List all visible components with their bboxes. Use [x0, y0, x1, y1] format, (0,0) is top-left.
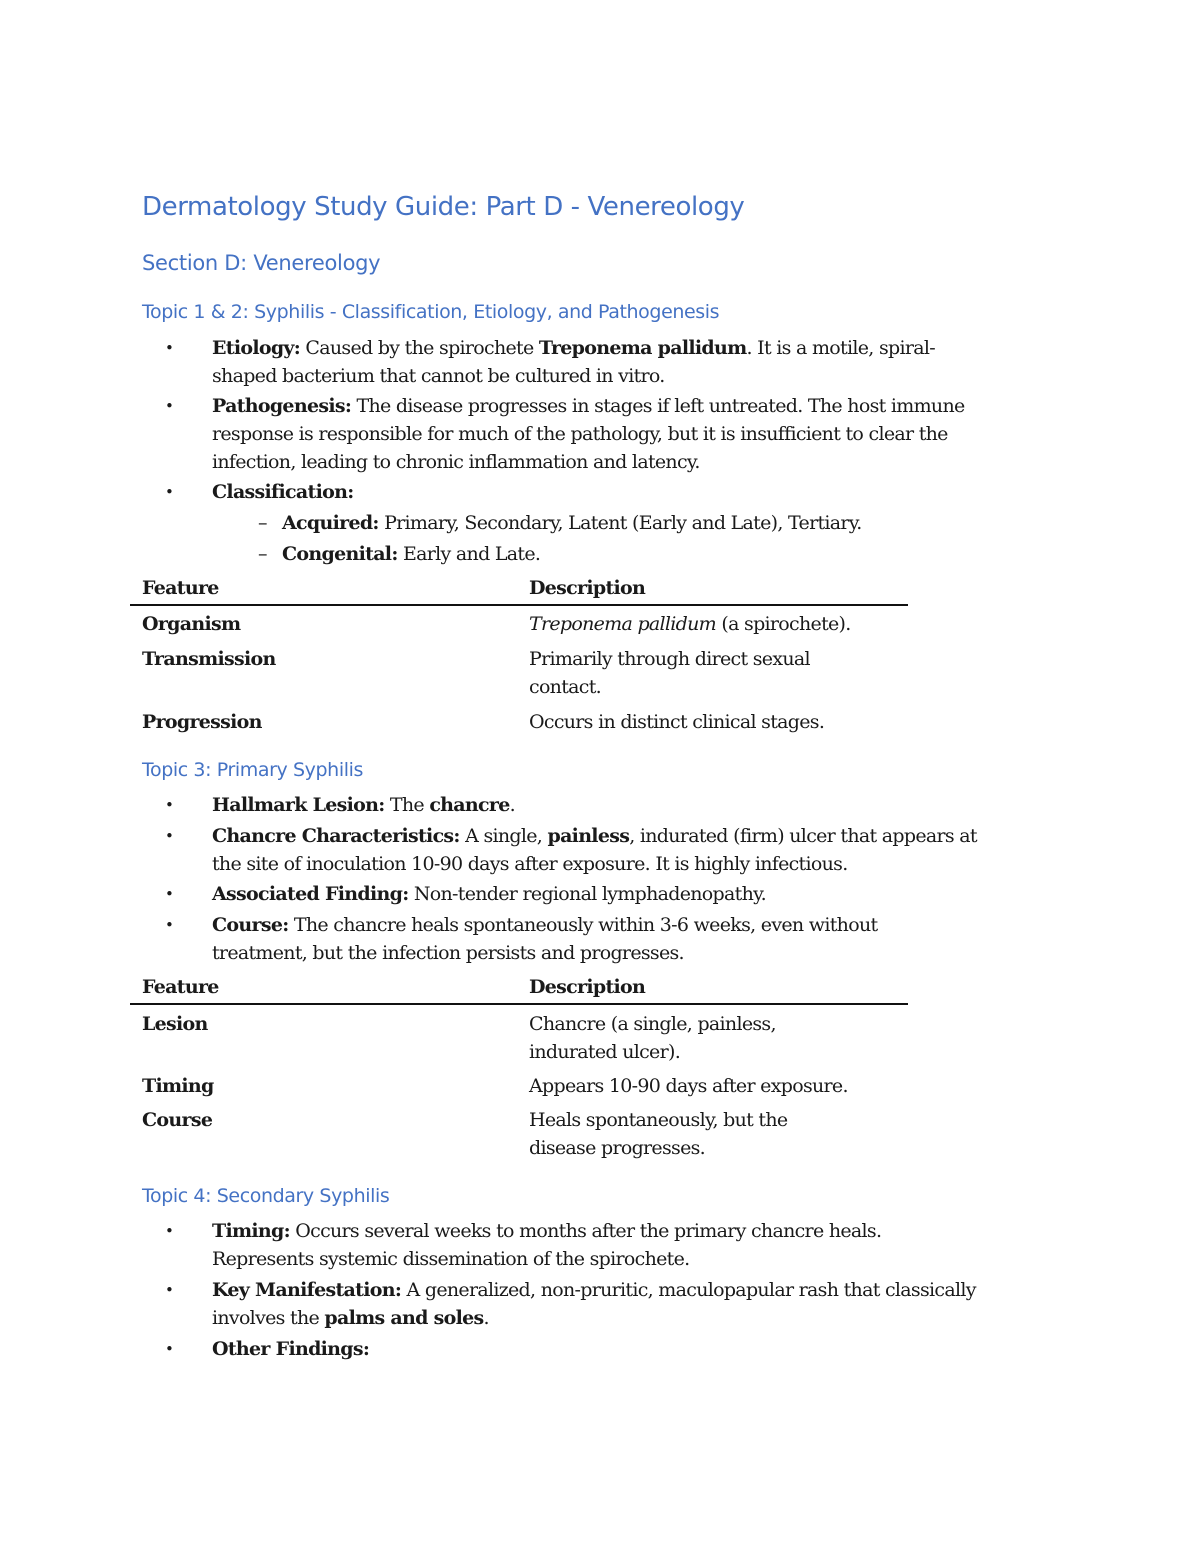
bullet-icon: • [165, 483, 174, 501]
bullet-icon: • [165, 1281, 174, 1299]
painless-bold: painless [547, 825, 630, 847]
dash-icon: – [258, 543, 268, 565]
pathogenesis-line-3: infection, leading to chronic inflammation and latency. [212, 451, 700, 473]
key-manifestation-label: Key Manifestation: [212, 1279, 402, 1301]
congenital-label: Congenital: [282, 543, 398, 565]
organism-italic: Treponema pallidum [529, 613, 717, 635]
timing-item [212, 1217, 881, 1245]
key-manifestation-text-2: involves the [212, 1307, 325, 1329]
hallmark-text: The [384, 794, 430, 816]
hallmark-label: Hallmark Lesion: [212, 794, 385, 816]
key-manifestation-text: A generalized, non-pruritic, maculopapular rash that classically [401, 1279, 976, 1301]
bullet-icon: • [165, 796, 174, 814]
associated-text: Non-tender regional lymphadenopathy. [408, 883, 766, 905]
topic-3-heading: Topic 3: Primary Syphilis [142, 759, 363, 781]
pathogenesis-item [212, 392, 965, 420]
table-row-feature: Organism [142, 613, 241, 635]
table-header-rule [130, 1003, 908, 1005]
hallmark-item [212, 791, 515, 819]
key-manifestation-item [212, 1276, 976, 1304]
timing-text: Occurs several weeks to months after the primary chancre heals. [289, 1220, 882, 1242]
course-line-2: treatment, but the infection persists and progresses. [212, 942, 684, 964]
table-header-description: Description [529, 577, 646, 599]
classification-item [212, 478, 354, 506]
etiology-text-end: . It is a motile, spiral- [746, 337, 935, 359]
table-row-description: Primarily through direct sexual [529, 648, 810, 670]
etiology-line-2: shaped bacterium that cannot be cultured in vitro. [212, 365, 665, 387]
table-header-feature: Feature [142, 976, 219, 998]
acquired-item [282, 509, 862, 537]
table-row-feature: Lesion [142, 1013, 208, 1035]
etiology-item [212, 334, 935, 362]
table-row-description [529, 610, 851, 638]
organism-name: Treponema pallidum [538, 337, 747, 359]
associated-label: Associated Finding: [212, 883, 409, 905]
topic-4-heading: Topic 4: Secondary Syphilis [142, 1185, 390, 1207]
organism-desc: (a spirochete). [716, 613, 851, 635]
associated-item [212, 880, 766, 908]
table-row-description: Appears 10-90 days after exposure. [529, 1075, 848, 1097]
bullet-icon: • [165, 1340, 174, 1358]
course-label: Course: [212, 914, 289, 936]
bullet-icon: • [165, 397, 174, 415]
bullet-icon: • [165, 339, 174, 357]
bullet-icon: • [165, 827, 174, 845]
course-item [212, 911, 877, 939]
etiology-label: Etiology: [212, 337, 301, 359]
acquired-label: Acquired: [282, 512, 379, 534]
table-row-description-cont: disease progresses. [529, 1137, 706, 1159]
palms-soles-bold: palms and soles [324, 1307, 484, 1329]
pathogenesis-label: Pathogenesis: [212, 395, 352, 417]
table-row-description-cont: contact. [529, 676, 601, 698]
bullet-icon: • [165, 1222, 174, 1240]
table-header-rule [130, 604, 908, 606]
acquired-text: Primary, Secondary, Latent (Early and Late), Tertiary. [378, 512, 862, 534]
chancre-item [212, 822, 977, 850]
table-row-feature: Course [142, 1109, 213, 1131]
timing-line-2: Represents systemic dissemination of the spirochete. [212, 1248, 690, 1270]
key-manifestation-text-end: . [483, 1307, 489, 1329]
chancre-text: A single, [459, 825, 548, 847]
timing-label: Timing: [212, 1220, 290, 1242]
chancre-text-end: , indurated (firm) ulcer that appears at [629, 825, 977, 847]
dash-icon: – [258, 512, 268, 534]
table-row-feature: Timing [142, 1075, 214, 1097]
table-header-description: Description [529, 976, 646, 998]
table-row-description: Heals spontaneously, but the [529, 1109, 788, 1131]
chancre-label: Chancre Characteristics: [212, 825, 460, 847]
other-findings-item [212, 1335, 369, 1363]
other-findings-label: Other Findings: [212, 1338, 370, 1360]
chancre-bold: chancre [429, 794, 510, 816]
table-row-feature: Transmission [142, 648, 276, 670]
table-header-feature: Feature [142, 577, 219, 599]
section-heading: Section D: Venereology [142, 251, 381, 275]
bullet-icon: • [165, 916, 174, 934]
classification-label: Classification: [212, 481, 354, 503]
pathogenesis-text: The disease progresses in stages if left untreated. The host immune [351, 395, 965, 417]
congenital-item [282, 540, 540, 568]
document-title: Dermatology Study Guide: Part D - Venereology [142, 192, 745, 222]
chancre-line-2: the site of inoculation 10-90 days after exposure. It is highly infectious. [212, 853, 848, 875]
table-row-feature: Progression [142, 711, 262, 733]
topic-1-2-heading: Topic 1 & 2: Syphilis - Classification, Etiology, and Pathogenesis [142, 301, 720, 323]
etiology-text: Caused by the spirochete [300, 337, 539, 359]
pathogenesis-line-2: response is responsible for much of the pathology, but it is insufficient to clear the [212, 423, 948, 445]
bullet-icon: • [165, 885, 174, 903]
table-row-description: Chancre (a single, painless, [529, 1013, 776, 1035]
hallmark-text-end: . [509, 794, 515, 816]
key-manifestation-line-2 [212, 1304, 489, 1332]
table-row-description-cont: indurated ulcer). [529, 1041, 681, 1063]
course-text: The chancre heals spontaneously within 3-6 weeks, even without [288, 914, 878, 936]
congenital-text: Early and Late. [397, 543, 541, 565]
table-row-description: Occurs in distinct clinical stages. [529, 711, 825, 733]
